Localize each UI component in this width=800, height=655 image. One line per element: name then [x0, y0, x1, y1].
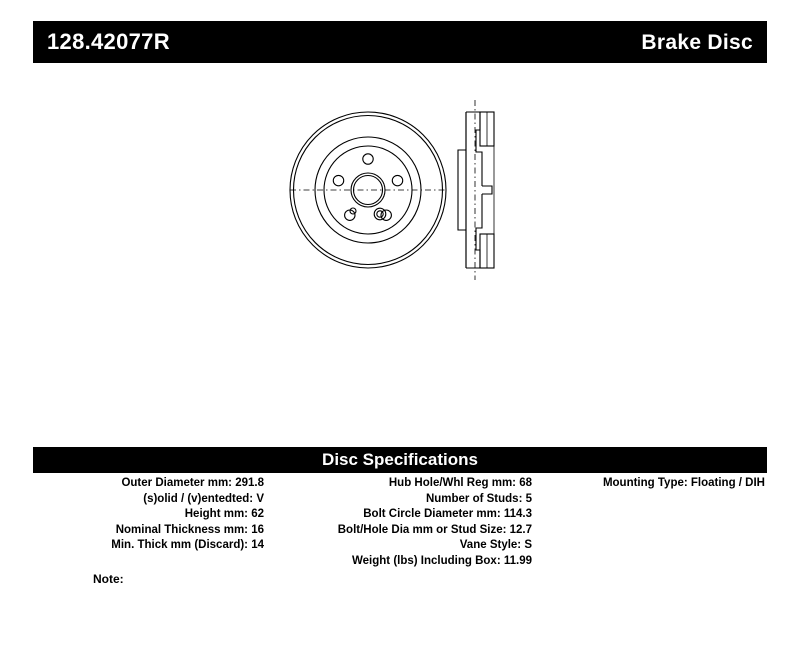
spec-body — [33, 476, 767, 569]
stud-hole — [392, 175, 402, 185]
spec-item: Min. Thick mm (Discard): 14 — [111, 539, 264, 551]
note-row — [33, 570, 767, 588]
spec-item: Bolt Circle Diameter mm: 114.3 — [363, 508, 532, 520]
part-number: 128.42077R — [47, 29, 170, 54]
section-center-web — [482, 186, 492, 194]
product-drawing — [270, 90, 550, 290]
header-bar — [33, 21, 767, 63]
stud-hole — [333, 175, 343, 185]
spec-item: Hub Hole/Whl Reg mm: 68 — [388, 477, 532, 489]
drive-hole-inner — [377, 211, 383, 217]
spec-item: Mounting Type: Floating / DIH — [602, 477, 765, 489]
product-type: Brake Disc — [641, 30, 753, 54]
spec-item: Outer Diameter mm: 291.8 — [121, 477, 264, 489]
spec-column-middle — [270, 476, 538, 569]
spec-item: (s)olid / (v)entedted: V — [143, 492, 264, 505]
stud-hole — [363, 154, 373, 164]
spec-column-left — [33, 476, 270, 569]
section-hat-cylinder — [458, 150, 466, 230]
spec-item: Nominal Thickness mm: 16 — [115, 523, 264, 536]
spec-header: Disc Specifications — [33, 447, 767, 473]
note-label: Note: — [93, 572, 124, 586]
drive-hole — [374, 208, 386, 220]
spec-item: Height mm: 62 — [184, 508, 264, 520]
spec-column-right — [538, 476, 767, 569]
spec-item: Vane Style: S — [459, 539, 532, 551]
spec-item: Bolt/Hole Dia mm or Stud Size: 12.7 — [337, 523, 532, 536]
rotor-drawing-svg — [270, 90, 550, 290]
spec-item: Weight (lbs) Including Box: 11.99 — [352, 554, 532, 567]
spec-item: Number of Studs: 5 — [425, 492, 532, 505]
